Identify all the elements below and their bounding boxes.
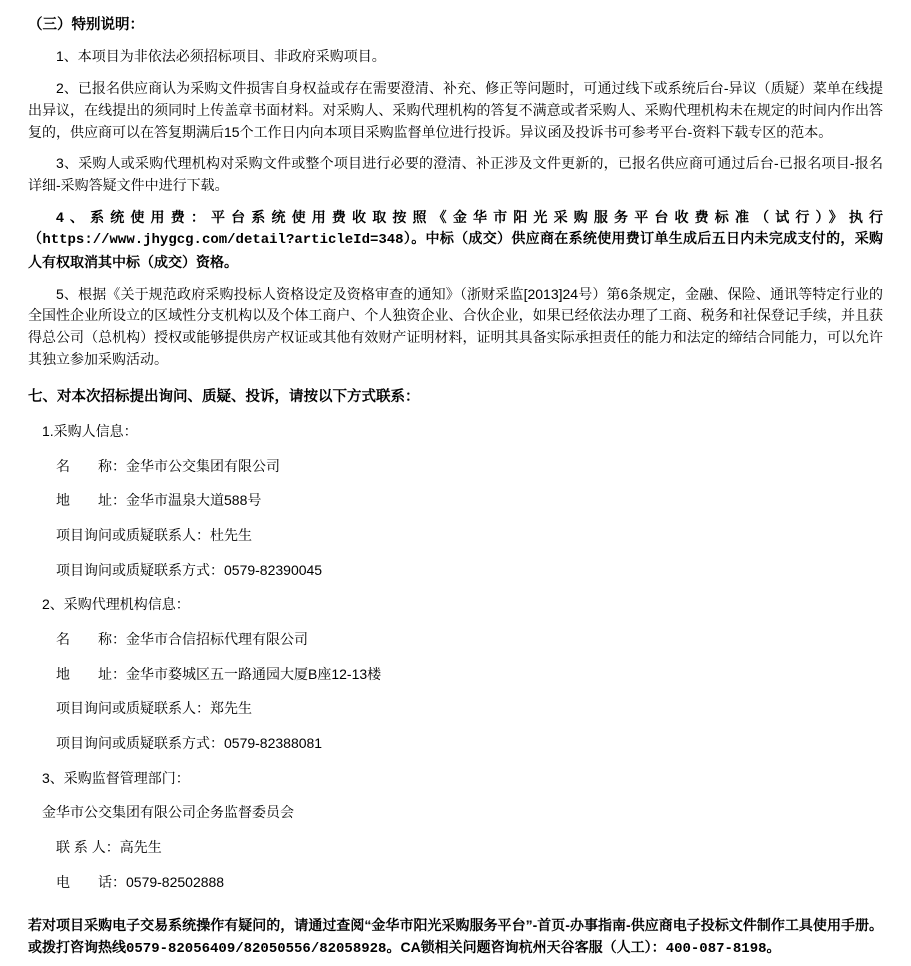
footnote-line2-end: 。 [766, 938, 781, 955]
agency-phone-row [28, 733, 883, 755]
item4-standard-name: 金华市阳光采购服务平台收费标准（试行） [452, 208, 829, 225]
supervision-contact-value: 高先生 [119, 839, 162, 856]
footnote-line1: 若对项目采购电子交易系统操作有疑问的，请通过查阅“金华市阳光采购服务平台”-首页-办事指南-供应商电子投标文件制作工具使用手册。或 [28, 916, 883, 955]
agency-phone-value: 0579-82388081 [224, 735, 323, 752]
agency-address-row [28, 664, 883, 686]
special-item-2: 2、已报名供应商认为采购文件损害自身权益或存在需要澄清、补充、修正等问题时，可通过线下或系统后台-异议（质疑）菜单在线提出异议，在线提出的须同时上传盖章书面材料。对采购人、采购代理机构的答复不满意或者采购人、采购代理机构未在规定的时间内作出答复的，供应商可以在答复期满后15个工作日内向本项目采购监督单位进行投诉。异议函及投诉书可参考平台-资料下载专区的范本。 [28, 80, 883, 140]
supervision-phone-value: 0579-82502888 [126, 873, 225, 890]
agency-name-value: 金华市合信招标代理有限公司 [126, 631, 308, 647]
supervision-contact-label: 联 系 人： [56, 839, 120, 856]
item4-url-part2: articleId=348） [294, 232, 412, 249]
purchaser-name-row [28, 456, 883, 478]
special-item-4 [28, 207, 883, 274]
supervision-phone-label: 电 话： [56, 873, 126, 890]
agency-contact-row [28, 698, 883, 720]
supervision-phone-row [28, 872, 883, 894]
purchaser-contact-value: 杜先生 [210, 526, 252, 543]
item4-bold-lead: 系统使用费：平台系统使用费收取按照《 [90, 208, 453, 225]
special-item-5: 5、根据《关于规范政府采购投标人资格设定及资格审查的通知》（浙财采监[2013]24号）第6条规定，金融、保险、通讯等特定行业的全国性企业所设立的区域性分支机构以及个体工商户、个人独资企业、合伙企业，如果已经依法办理了工商、税务和社保登记手续，并且获得总公司（总机构）授权或能够提供房产权证或其他有效财产证明材料，证明其具备实际承担责任的能力和法定的缔结合同能力，可以允许其独立参加采购活动。 [28, 285, 883, 367]
purchaser-phone-label: 项目询问或质疑联系方式： [56, 561, 224, 578]
supervision-contact-row [28, 837, 883, 859]
footnote-hotline: 0579-82056409/82050556/82058928 [126, 940, 387, 957]
purchaser-contact-label: 项目询问或质疑联系人： [56, 526, 210, 543]
supervision-heading: 3、采购监督管理部门： [42, 769, 190, 786]
agency-contact-label: 项目询问或质疑联系人： [56, 700, 210, 717]
item4-bold-tail: 。中标（成交）供应商在系统使用费订单生成后五日内未完成支付的，采购人有权取消其中标（成交）资格。 [28, 230, 884, 270]
section-7-title: 七、对本次招标提出询问、质疑、投诉，请按以下方式联系： [28, 389, 420, 406]
special-item-3: 3、采购人或采购代理机构对采购文件或整个项目进行必要的澄清、补正涉及文件更新的，已报名供应商可通过后台-已报名项目-报名详细-采购答疑文件中进行下载。 [28, 155, 883, 193]
agency-phone-label: 项目询问或质疑联系方式： [56, 735, 224, 752]
agency-contact-value: 郑先生 [210, 700, 252, 717]
footnote-line2-lead: 拨打咨询热线 [42, 938, 126, 955]
section-special-title: （三）特别说明： [28, 17, 144, 33]
footnote-ca-hotline: 400-087-8198 [665, 940, 767, 957]
agency-address-value: 金华市婺城区五一路通园大厦B座12-13楼 [126, 665, 382, 682]
agency-address-label: 地 址： [56, 665, 126, 682]
item4-prefix: 4、 [56, 208, 91, 225]
purchaser-heading: 1.采购人信息： [42, 422, 138, 439]
purchaser-name-label: 名 称： [56, 457, 126, 474]
purchaser-name-value: 金华市公交集团有限公司 [126, 457, 280, 474]
agency-name-row [28, 629, 883, 651]
purchaser-phone-value: 0579-82390045 [224, 561, 323, 578]
footnote-line2-mid: 。CA锁相关问题咨询杭州天谷客服（人工）： [386, 938, 666, 955]
agency-name-label: 名 称： [56, 631, 126, 647]
purchaser-address-label: 地 址： [56, 492, 126, 509]
item4-url-part1: https://www.jhygcg.com/detail? [42, 232, 295, 249]
purchaser-contact-row [28, 525, 883, 547]
purchaser-address-row [28, 490, 883, 512]
item4-bold-mid: 》执行（ [28, 208, 884, 247]
purchaser-address-value: 金华市温泉大道588号 [126, 492, 262, 509]
footnote-block [28, 914, 883, 961]
purchaser-phone-row [28, 560, 883, 582]
agency-heading: 2、采购代理机构信息： [42, 596, 190, 613]
special-item-1: 1、本项目为非依法必须招标项目、非政府采购项目。 [56, 48, 386, 65]
supervision-org: 金华市公交集团有限公司企务监督委员会 [42, 804, 294, 821]
